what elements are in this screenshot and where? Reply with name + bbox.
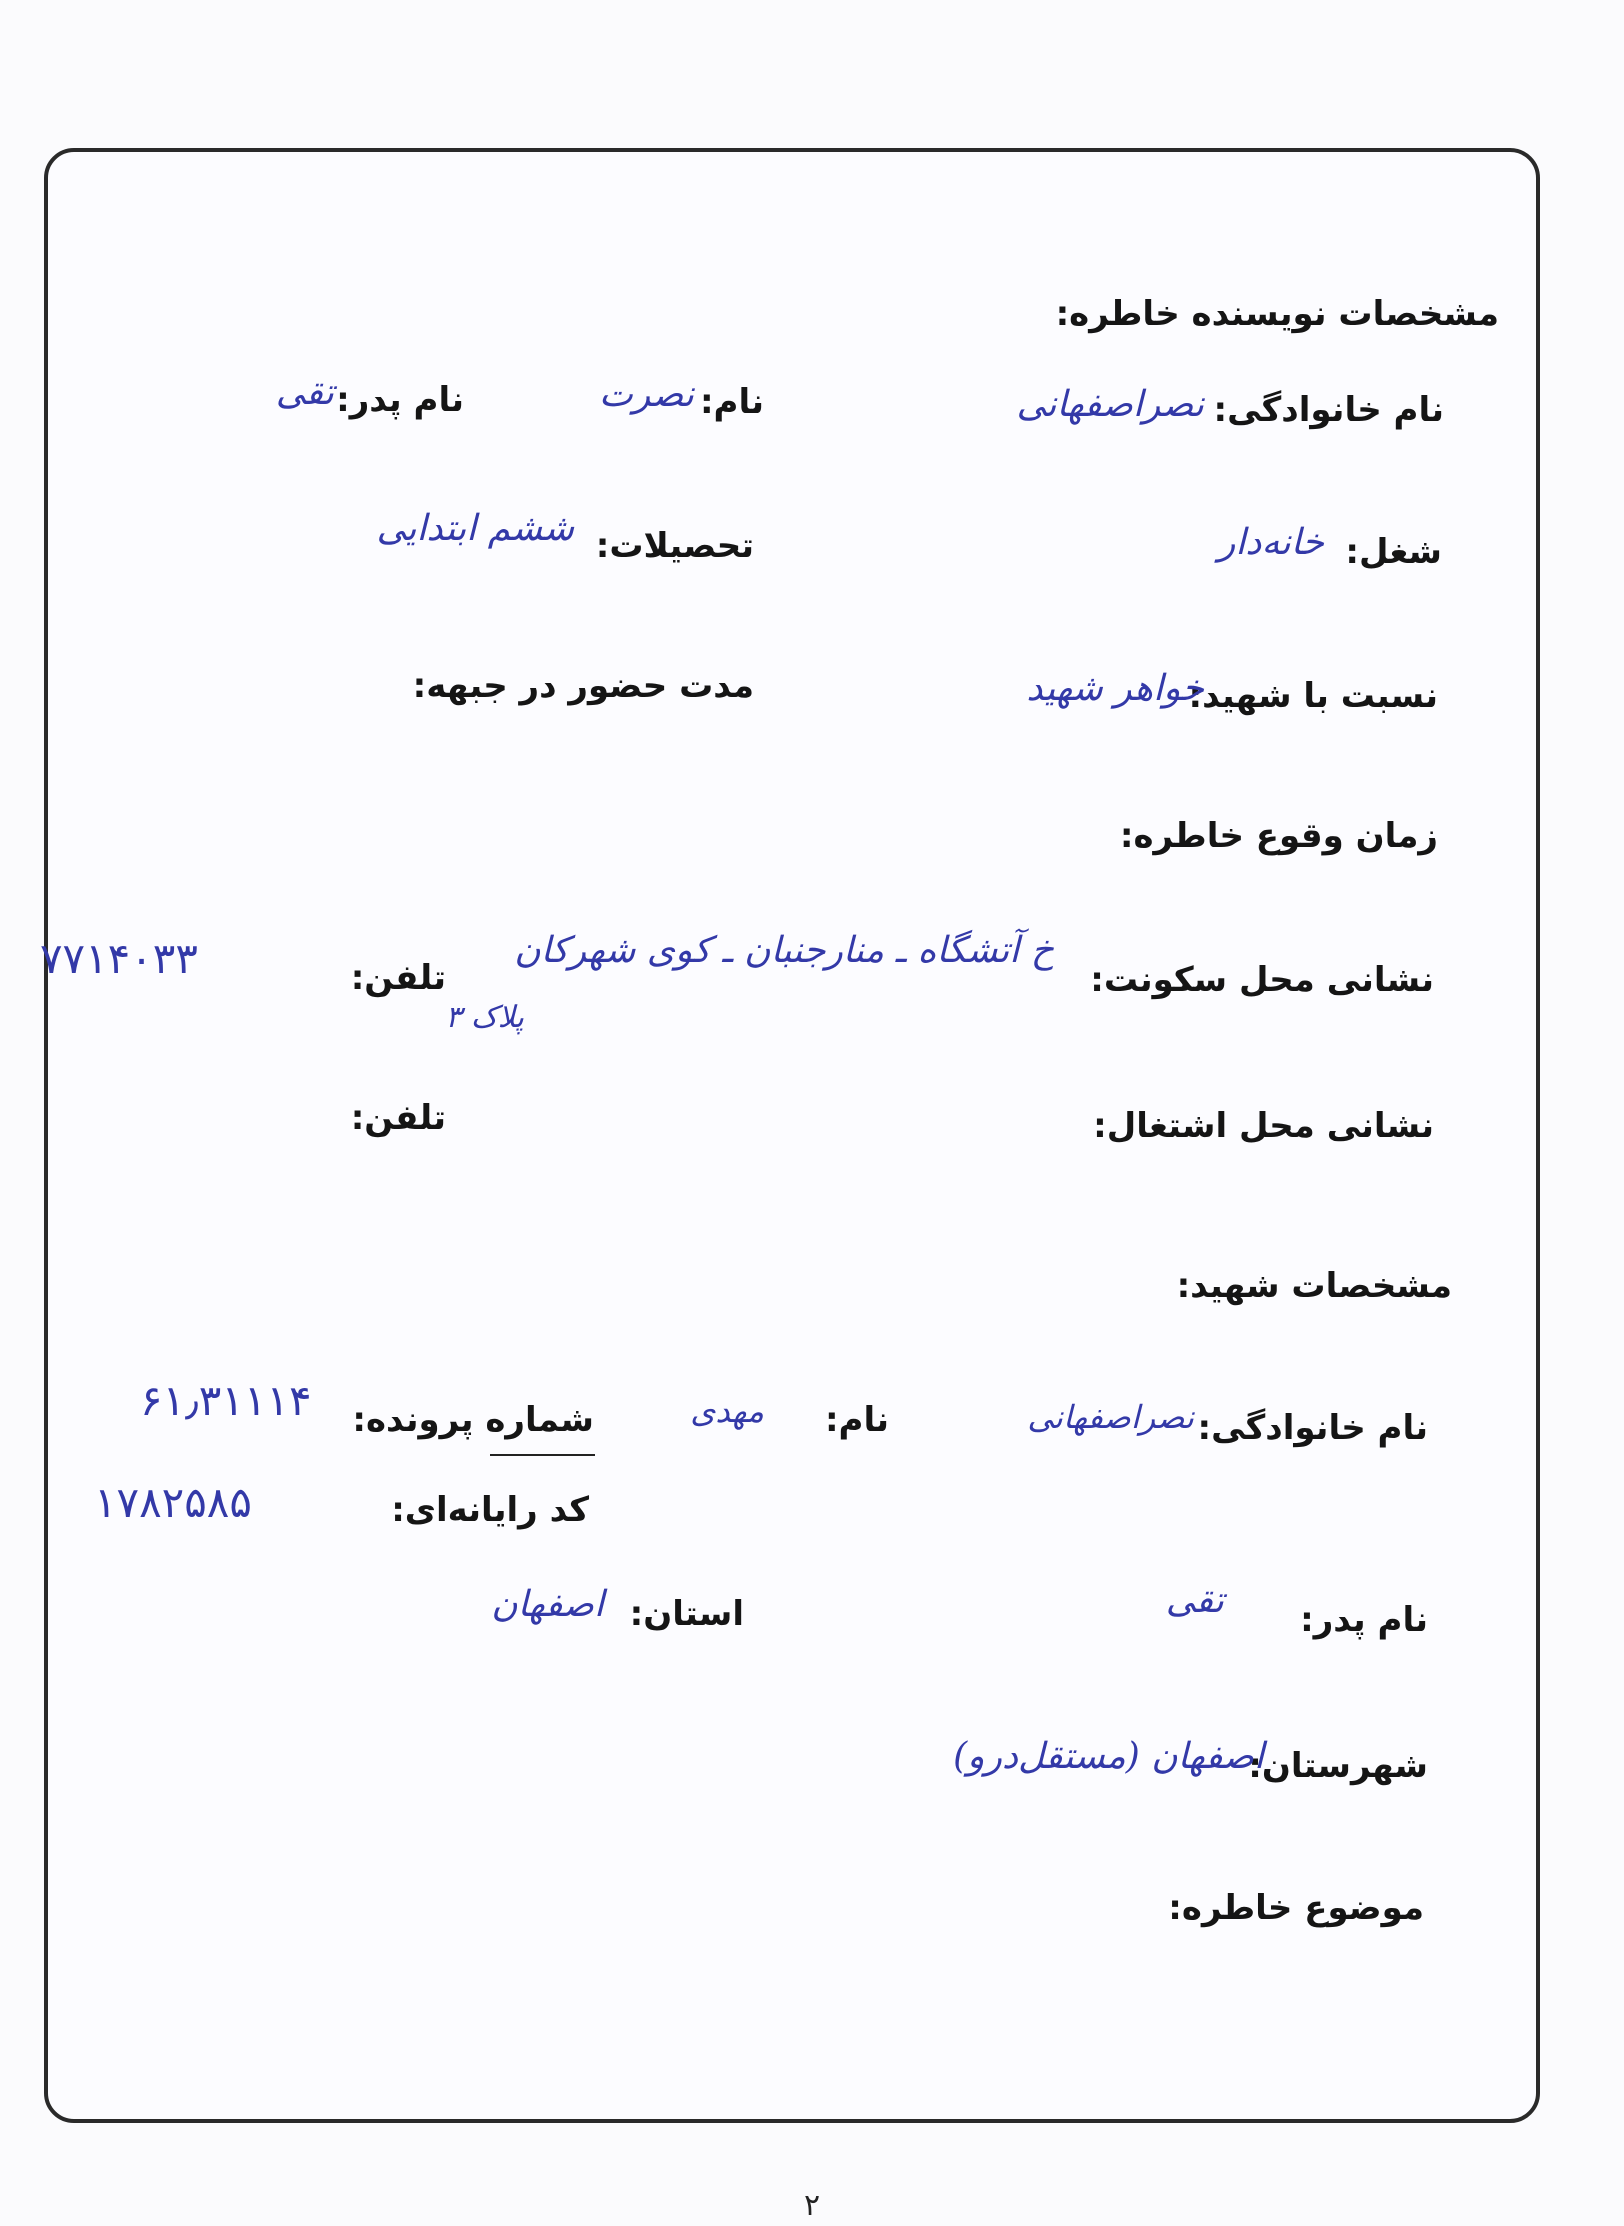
martyr-computer-code-value: ۱۷۸۲۵۸۵ xyxy=(94,1478,252,1527)
martyr-family-name-value: نصراصفهانی xyxy=(1027,1398,1194,1436)
martyr-first-name-value: مهدی xyxy=(690,1392,764,1430)
martyr-section-heading: مشخصات شهید: xyxy=(1176,1266,1452,1306)
writer-home-address-value-2: پلاک ۳ xyxy=(445,1000,524,1035)
writer-work-phone-label: تلفن: xyxy=(350,1098,446,1138)
writer-education-label: تحصیلات: xyxy=(595,526,754,566)
martyr-file-number-value: ۶۱٫۳۱۱۱۴ xyxy=(140,1376,312,1425)
martyr-memory-subject-label: موضوع خاطره: xyxy=(1168,1888,1424,1928)
writer-work-address-label: نشانی محل اشتغال: xyxy=(1093,1106,1434,1146)
martyr-father-name-value: تقی xyxy=(1165,1580,1224,1621)
writer-education-value: ششم ابتدایی xyxy=(376,508,574,549)
writer-job-label: شغل: xyxy=(1345,532,1442,572)
writer-relation-label: نسبت با شهید: xyxy=(1188,676,1438,716)
writer-home-phone-label: تلفن: xyxy=(350,958,446,998)
martyr-first-name-label: نام: xyxy=(824,1400,889,1440)
writer-memory-time-label: زمان وقوع خاطره: xyxy=(1119,816,1438,856)
file-number-underline xyxy=(490,1454,595,1456)
writer-father-name-label: نام پدر: xyxy=(336,380,464,420)
writer-first-name-value: نصرت xyxy=(599,374,694,415)
writer-family-name-value: نصراصفهانی xyxy=(1016,384,1204,425)
writer-front-duration-label: مدت حضور در جبهه: xyxy=(412,666,754,706)
writer-home-address-label: نشانی محل سکونت: xyxy=(1090,960,1434,1000)
writer-family-name-label: نام خانوادگی: xyxy=(1213,390,1444,430)
writer-job-value: خانه‌دار xyxy=(1218,522,1324,563)
writer-home-address-value: خ آتشگاه ـ منارجنبان ـ کوی شهرکان xyxy=(514,930,1054,971)
martyr-province-value: اصفهان xyxy=(491,1584,604,1625)
writer-father-name-value: تقی xyxy=(275,372,334,413)
martyr-province-label: استان: xyxy=(629,1594,744,1634)
martyr-file-number-label: شماره پرونده: xyxy=(352,1400,594,1440)
writer-home-phone-value: ۷۷۱۴۰۳۳ xyxy=(40,934,198,983)
writer-section-heading: مشخصات نویسنده خاطره: xyxy=(1055,294,1499,334)
martyr-computer-code-label: کد رایانه‌ای: xyxy=(391,1490,589,1530)
martyr-family-name-label: نام خانوادگی: xyxy=(1197,1408,1428,1448)
writer-first-name-label: نام: xyxy=(699,382,764,422)
writer-relation-value: خواهر شهید xyxy=(1026,668,1204,709)
martyr-father-name-label: نام پدر: xyxy=(1300,1600,1428,1640)
martyr-city-value: اصفهان (مستقل‌درو) xyxy=(953,1736,1264,1777)
page-number: ۲ xyxy=(803,2188,821,2223)
martyr-city-label: شهرستان: xyxy=(1248,1746,1428,1786)
